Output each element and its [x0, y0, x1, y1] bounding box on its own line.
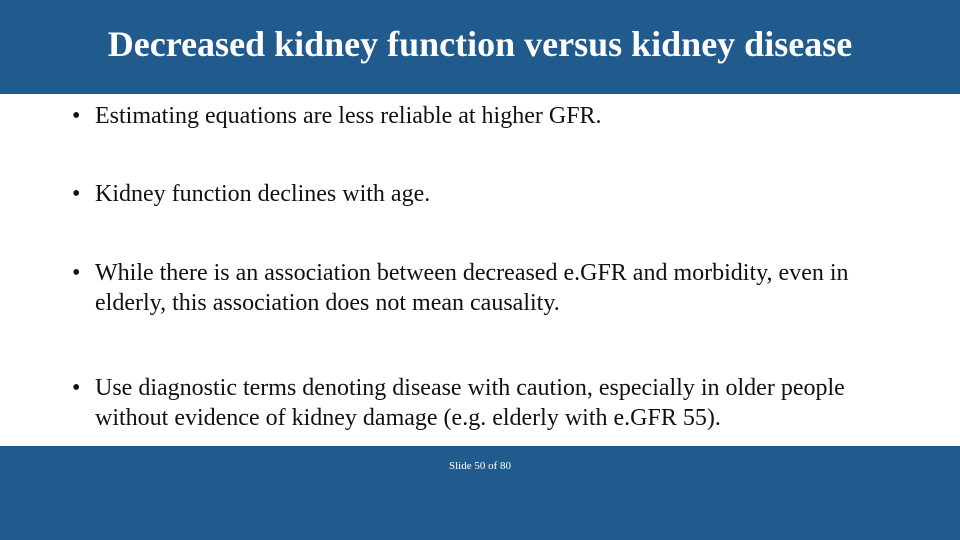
bullet-text: Use diagnostic terms denoting disease with caution, especially in older people without evidence of kidney damage (e.g. elderly with e.GFR 55).: [95, 375, 845, 431]
bullet-text: Kidney function declines with age.: [95, 181, 431, 207]
slide-title: Decreased kidney function versus kidney disease: [107, 24, 853, 64]
slide-number: Slide 50 of 80: [448, 460, 512, 472]
bullet-marker: •: [72, 181, 81, 207]
slide-header: [0, 0, 960, 94]
bullet-text: While there is an association between decreased e.GFR and morbidity, even in elderly, this association does not mean causality.: [95, 260, 849, 316]
bullet-item: [72, 101, 922, 131]
bullet-marker: •: [72, 103, 81, 129]
slide-content: [0, 94, 960, 446]
bullet-marker: •: [72, 375, 81, 401]
bullet-marker: •: [72, 260, 81, 286]
slide-footer: [0, 446, 960, 540]
bullet-item: [72, 179, 922, 209]
bullet-item: [72, 373, 922, 433]
bullet-item: [72, 258, 922, 318]
bullet-text: Estimating equations are less reliable at higher GFR.: [95, 103, 602, 129]
